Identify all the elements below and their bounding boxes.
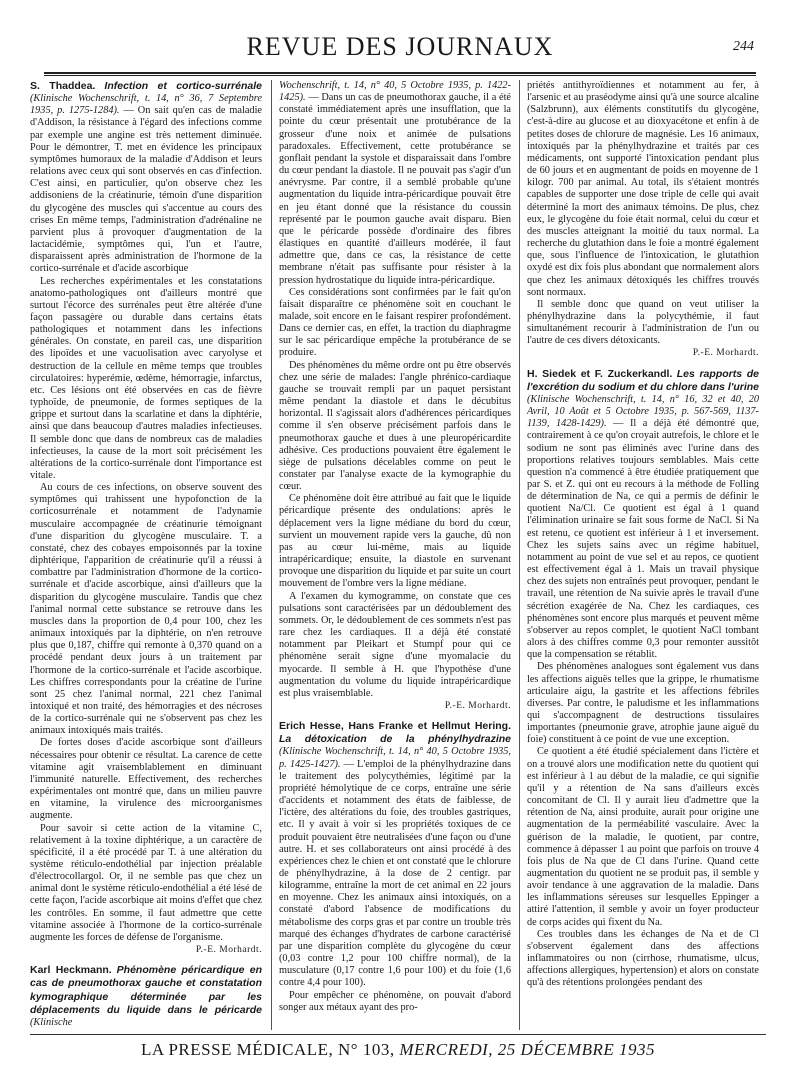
article-text: — Dans un cas de pneumothorax gauche, il a été constaté immédiatement après une insufflation, que la pointe du cœur présentait une protubérance de la grosseur d'une noix et animée de pulsations paradoxales. Effectivement, cette protubérance se gonflait pendant la systole et disparaissait dans l'ombre du cœur pendant la diastole. Il ne pouvait pas s'agir d'un anévrysme. Par contre, il a semblé probable qu'une augmentation du liquide intra-péricardique pouvait être en jeu étant donné que la résistance du coussin représenté par le poumon gauche avait disparu. Bien que le péricarde possède d'ordinaire des fibres élastiques en quantité d'ailleurs modérée, il faut admettre que, dans ce cas, la résistance de cette membrane n'était pas suffisante pour résister à la pression hydrostatique du liquide intra-péricardique.	[279, 92, 511, 286]
article-title: Phénomène péricardique en cas de pneumothorax gauche et constatation kymographique déterminée par les déplacements du liquide dans le péricarde	[30, 964, 262, 1016]
article-text: — L'emploi de la phénylhydrazine dans le traitement des polycythémies, légitimé par la propriété hémolytique de ce corps, entraîne une série d'accidents et notamment des états de faiblesse, de l'ictère, des altérations du foie, des troubles gastriques, etc. Il y avait à voir si les propriétés toxiques de ce produit pouvaient être neutralisées d'une façon ou d'une autre. H. et ses collaborateurs ont ainsi procédé à des expériences chez le chien et ont constaté que le chlorure de phénylhydrazine, à la dose de 2 centigr. par kilogramme, entraîne la mort de cet animal en 22 jours en moyenne. Chez les animaux ainsi intoxiqués, on a constaté d'abord l'absence de modifications du métabolisme des corps gras et par contre un trouble très marqué des échanges d'hydrates de carbone caractérisé par une disparition complète du glycogène du cœur (0,03 contre 1,2 pour 100 chiffre normal), de la musculature (0,17 contre 1,6 pour 100) et du foie (1,6 contre 4,4 pour 100).	[279, 758, 511, 989]
article-text: — Il a déjà été démontré que, contrairement à ce qu'on croyait autrefois, le chlore et le sodium ne sont pas éliminés avec l'urine dans des proportions relatives toujours semblables. Mais cette question n'a commencé à être étudiée pratiquement que par S. et Z. qui ont eu recours à la méthode de Folling de détermination de Na, ce qui a permis de définir le quotient Na/Cl. Ce quotient est égal à 1 quand l'élimination urinaire se fait sous forme de NaCl. Si Na est retenu, ce quotient est inférieur à 1 et inversement. Chez les sujets sains avec un régime habituel, notamment au point de vue sel et au repos, ce quotient est effectivement égal à 1. Mais un travail physique chez des sujets non entraînés peut provoquer, pendant le travail, une rétention de Na suivie après le travail d'une sécrétion exagérée de Na. Chez les cardiaques, ces phénomènes sont encore plus marqués et peuvent même s'observer au repos complet, le quotient NaCl tombant alors à des chiffres comme 0,3 pour remonter aussitôt que la compensation se rétablit.	[527, 418, 759, 661]
journal-title: REVUE DES JOURNAUX	[246, 32, 554, 61]
column-1	[30, 80, 262, 1030]
article-thaddea	[30, 80, 262, 276]
article-title: Infection et cortico-surrénale	[104, 80, 262, 92]
page-footer	[30, 1040, 766, 1060]
column-3	[527, 80, 759, 1030]
article-paragraph: Pour empêcher ce phénomène, on pouvait d'abord songer aux métaux ayant des pro-	[279, 989, 511, 1013]
footer-date: MERCREDI, 25 DÉCEMBRE 1935	[399, 1040, 656, 1059]
article-title: Les rapports de l'excrétion du sodium et du chlore dans l'urine	[527, 367, 759, 393]
article-reference: (Klinische Wochenschrift, t. 14, n° 36, 7 Septembre 1935, p. 1275-1284).	[30, 93, 262, 117]
article-paragraph: Ce quotient a été étudié spécialement dans l'ictère et on a trouvé alors une modification nette du quotient qui est inférieur à 1 au début de la maladie, ce qui signifie qu'il y a rétention de Na sans d'ailleurs excès concomitant de Cl. Il y aurait lieu d'admettre que la rétention de Na, ainsi produite, aurait pour origine une augmentation de la perméabilité vasculaire. Avec la guérison de la maladie, le quotient, par contre, commence à dépasser 1 au point que parfois on trouve 4 fois plus de Na que de Cl dans l'urine. Quand cette augmentation du quotient ne se produit pas, il semble y avoir tendance à une aggravation de la maladie. Dans les inflammations séreuses sur lesquelles Eppinger a attiré l'attention, il semble y avoir un foyer producteur de corps acides qui fixent du Na.	[527, 746, 759, 928]
article-signature: P.-E. Morhardt.	[692, 348, 759, 359]
article-continuation: priétés antithyroïdiennes et notamment au fer, à l'arsenic et au praséodyme ainsi qu'à une source alcaline (Salzbrunn), aux éléments constitutifs du glycogène, c'est-à-dire au glucose et au dioxyacétone et enfin à de petites doses de chlorure de magnésie. Les 16 animaux, intoxiqués par la phénylhydrazine et traités par ces médicaments, ont supporté l'intoxication pendant plus de 60 jours et en augmentant de poids en moyenne de 1 kilogr. 700 par animal. Au total, ils s'étaient montrés capables de supporter une dose triple de celle qui avait déterminé la mort des animaux témoins. De plus, chez eux, le glycogène du foie était normal, celui du cœur et des muscles atteignant la moitié du taux normal. La recherche du glutathion dans le foie a montré également que, sous l'influence de l'intoxication, le glutathion oxydé est dix fois plus abondant que normalement alors que chez les animaux détoxiqués les chiffres trouvés sont normaux.	[527, 80, 759, 298]
article-author: S. Thaddea.	[30, 80, 96, 92]
article-heckmann	[30, 964, 262, 1029]
footer-rule	[30, 1034, 766, 1035]
column-divider-1	[271, 80, 272, 1030]
article-title: La détoxication de la phénylhydrazine	[279, 733, 511, 746]
article-reference: (Klinische Wochenschrift, t. 14, n° 40, 5 Octobre 1935, p. 1425-1427).	[279, 746, 511, 770]
article-paragraph: Ces troubles dans les échanges de Na et de Cl s'observent également dans des affections inflammatoires ou non (cirrhose, rhumatisme, ulcus, affections allergiques, hypertension) et alors on constate qu'à des rétentions prolongées pendant des	[527, 928, 759, 989]
article-author: Erich Hesse, Hans Franke et Hellmut Hering.	[279, 720, 511, 733]
column-divider-2	[519, 80, 520, 1030]
footer-journal: LA PRESSE MÉDICALE, N° 103,	[140, 1040, 395, 1059]
article-paragraph: Des phénomènes du même ordre ont pu être observés chez une série de malades: l'angle phrénico-cardiaque gauche se trouvait rempli par un paquet persistant même pendant la diastole et dans le décubitus horizontal. Il s'agissait alors d'adhérences péricardiques comme il s'en observe précisément parfois dans le pneumothorax gauche et dues à une pleuropéricardite adhésive. Ces productions pouvaient être également le siège de pulsations décelables comme on peut le constater par l'analyse exacte de la kymographie du cœur.	[279, 359, 511, 493]
article-paragraph: Les recherches expérimentales et les constatations anatomo-pathologiques ont d'ailleurs montré que surtout l'écorce des surrénales peut être altérée d'une façon passagère ou durable dans certains états pathologiques et notamment dans les infections générales. On constate, en pareil cas, une disparition des lipoïdes et une vacuolisation avec caryolyse et destruction de la cellule en même temps que troubles circulatoires: hyperémie, œdème, hémorragie, infarctus, etc. Ces lésions ont été observées en cas de fièvre typhoïde, de pneumonie, de formes septiques de la grippe et surtout dans la scarlatine et dans la diphtérie, ainsi que dans beaucoup d'autres maladies infectieuses. Il semble donc que dans de nombreux cas de maladies infectieuses, la cause de la mort soit précisément les altérations de la cortico-surrénale dont l'importance est vitale.	[30, 275, 262, 481]
article-paragraph: Il semble donc que quand on veut utiliser la phénylhydrazine dans la polycythémie, il faut simultanément recourir à l'administration de l'un ou l'autre de ces divers détoxicants.	[527, 298, 759, 347]
article-reference: (Klinische	[30, 1016, 73, 1028]
article-paragraph: A l'examen du kymogramme, on constate que ces pulsations sont caractérisées par un dédoublement des sommets. Or, le dédoublement de ces sommets n'est pas rare chez les cardiaques. Il a déjà été constaté notamment par Pleikart et Stumpf pour qui ce phénomène serait signe d'une myomalacie du myocarde. Il semble à H. que l'hypothèse d'une augmentation du volume du liquide intrapéricardique est plus vraisemblable.	[279, 590, 511, 699]
header-rule-thin	[44, 75, 756, 76]
article-paragraph: Pour savoir si cette action de la vitamine C, relativement à la toxine diphtérique, a un caractère de spécificité, il a été procédé par T. à une altération du système réticulo-endothélial par injection préalable d'électrocollargol. Or, il ne semble pas que chez un animal dont le système réticulo-endothélial a été lésé de cette façon, l'acide ascorbique ait moins d'effet que chez les contrôles. En somme, il faut admettre que cette vitamine associée à l'hormone de la cortico-surrénale augmente les forces de défense de l'organisme.	[30, 822, 262, 943]
page-header	[44, 30, 756, 70]
header-rule	[44, 72, 756, 74]
article-author: H. Siedek et F. Zuckerkandl.	[527, 367, 673, 380]
page-number: 244	[733, 39, 754, 54]
article-paragraph: De fortes doses d'acide ascorbique sont d'ailleurs nécessaires pour obtenir ce résultat. La carence de cette vitamine agit vraisemblablement en diminuant l'immunité naturelle. Effectivement, des recherches expérimentales ont montré que, dans un milieu pauvre en vitamine, la virulence des microorganismes augmente.	[30, 737, 262, 822]
article-paragraph: Au cours de ces infections, on observe souvent des symptômes qui trahissent une hypofonction de la corticosurrénale et notamment de l'adynamie musculaire accompagnée de créatinurie témoignant d'une disparition du glycogène musculaire. T. a constaté, chez des cobayes empoisonnés par la toxine diphtérique, l'apparition de créatinurie qu'il a réussi à combattre par l'administration d'hormone de la cortico-surrénale et d'acide ascorbique, ainsi d'ailleurs que la disparition du glycogène musculaire. Tandis que chez l'animal normal cette substance se retrouve dans les muscles dans la proportion de 0,4 pour 100, chez les animaux intoxiqués par la diphtérie, on n'en retrouve plus que 0,187, chiffre qui remonte à 0,370 quand on a procédé pendant deux jours à un traitement par l'hormone de la cortico-surrénale et l'acide ascorbique. Les chiffres correspondants pour la créatine de l'urine sont 25 chez l'animal normal, 221 chez l'animal intoxiqué et non traité, des hémorragies et des nécroses de la cortico-surrénale qui ne s'observent pas chez les animaux intoxiqués mais traités.	[30, 482, 262, 737]
article-reference: (Klinische Wochenschrift, t. 14, n° 16, 32 et 40, 20 Avril, 10 Août et 5 Octobre 1935, p. 567-569, 1137-1139, 1428-1429).	[527, 393, 759, 430]
article-paragraph: Des phénomènes analogues sont également vus dans les affections aiguës telles que la grippe, le rhumatisme articulaire aigu, la gastrite et les affections fébriles diverses. Par contre, le paludisme et les inflammations qui s'accompagnent de destructions tissulaires importantes (pneumonie grave, atrophie jaune aiguë du foie) constituent à ce point de vue une exception.	[527, 661, 759, 746]
article-signature: P.-E. Morhardt.	[444, 700, 511, 711]
article-paragraph: Ces considérations sont confirmées par le fait qu'on faisait disparaître ce phénomène soit en couchant le malade, soit encore en le faisant respirer profondément. Dans ce dernier cas, en effet, la traction du diaphragme sur le sac péricardique empêche la protubérance de se produire.	[279, 286, 511, 359]
article-reference: Wochenschrift, t. 14, n° 40, 5 Octobre 1935, p. 1422-1425).	[279, 80, 511, 104]
article-text: — On sait qu'en cas de maladie d'Addison, la résistance à l'égard des infections comme par exemple une angine est très nettement diminuée. Pour le démontrer, T. met en évidence les principaux symptômes humoraux de la maladie d'Addison et leurs relations avec ceux qui sont observés en cas d'infection. C'est ainsi, en particulier, qu'on observe chez les addisoniens de la créatinurie, témoin d'une disparition du glycogène des muscles qui s'accentue au cours des crises En même temps, l'administration d'adrénaline ne parvient plus à provoquer d'augmentation de la lactacidémie, symptômes qui, l'un et l'autre, disparaissent après administration de l'hormone de la cortico-surrénale et d'acide ascorbique	[30, 105, 262, 275]
article-paragraph: Ce phénomène doit être attribué au fait que le liquide péricardique présente des ondulations: après le déplacement vers la ligne médiane du bord du cœur, survient un mouvement rapide vers la gauche, dû non pas au cœur lui-même, mais au liquide intrapéricardique; ensuite, la diastole en survenant provoque une disparition du liquide et par suite un court mouvement de l'ombre vers la ligne médiane.	[279, 493, 511, 590]
article-hesse	[279, 720, 511, 989]
article-author: Karl Heckmann.	[30, 964, 112, 977]
article-signature: P.-E. Morhardt.	[195, 945, 262, 956]
article-siedek	[527, 368, 759, 662]
column-2	[279, 80, 511, 1030]
article-continuation	[279, 80, 511, 287]
